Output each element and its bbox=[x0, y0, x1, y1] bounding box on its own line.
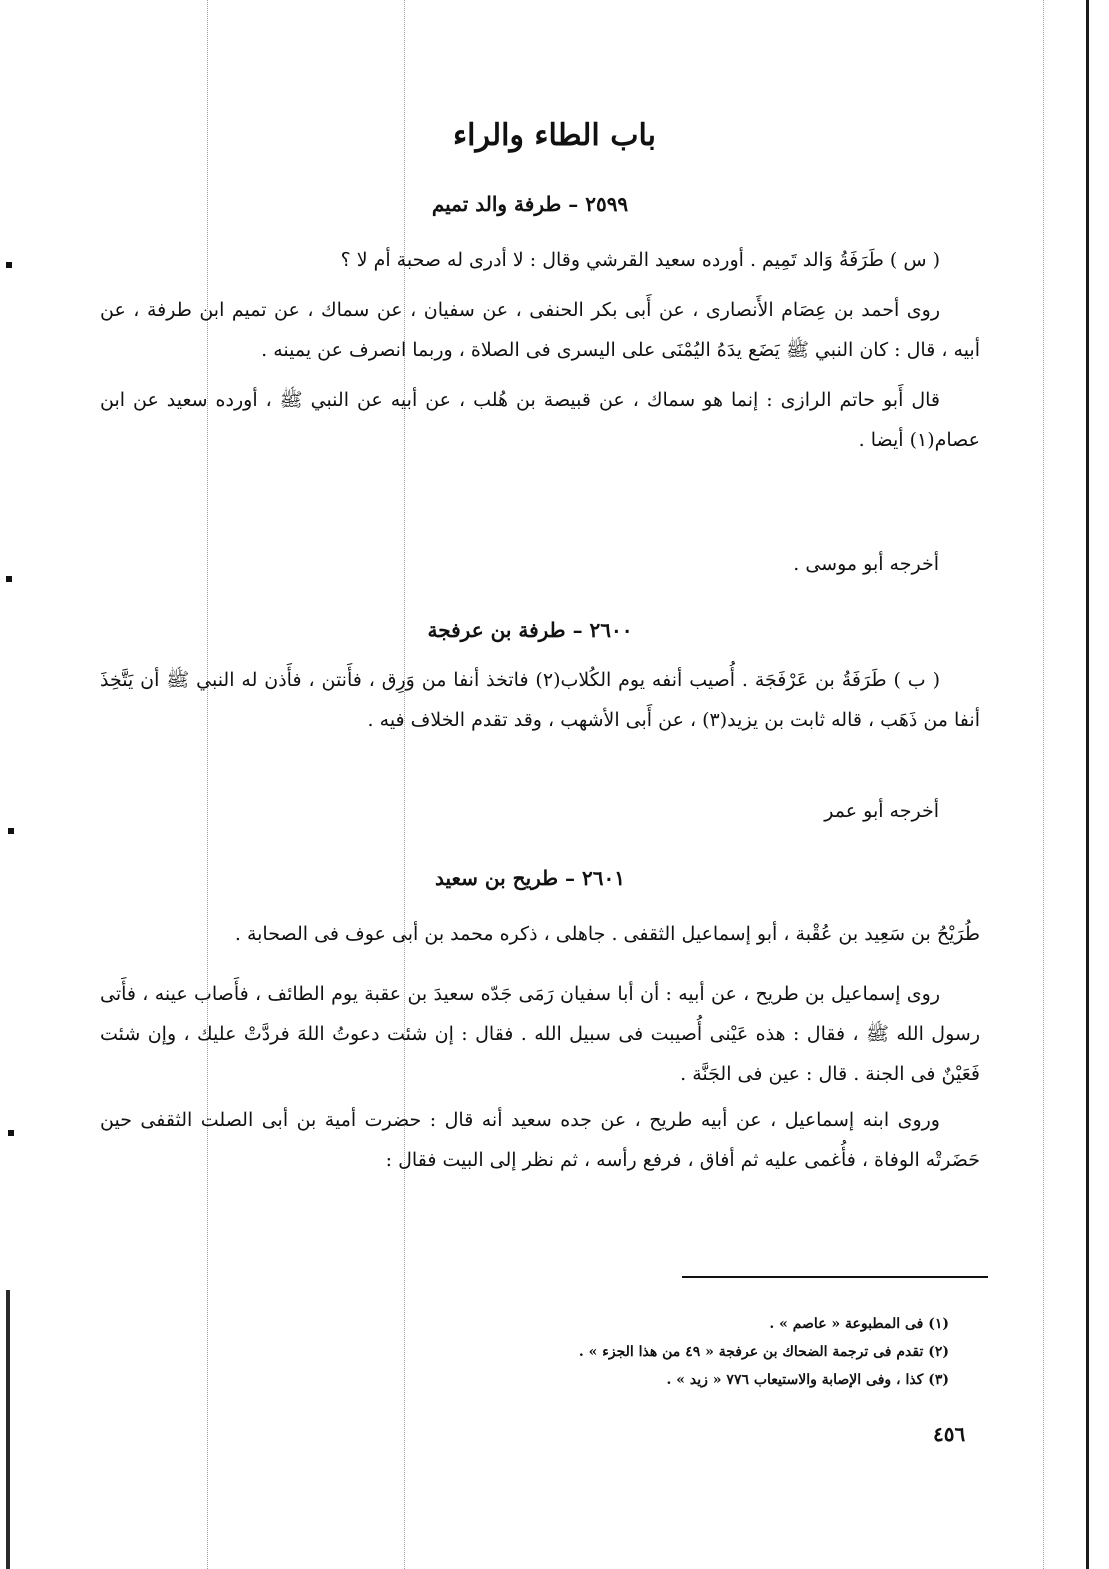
page-number: ٤٥٦ bbox=[933, 1422, 966, 1446]
attribution: أخرجه أبو موسى . bbox=[793, 553, 939, 575]
footnote: (١) فى المطبوعة « عاصم » . bbox=[769, 1316, 949, 1332]
entry-body bbox=[100, 914, 980, 1180]
scan-speck bbox=[6, 262, 12, 268]
paragraph: ( س ) طَرَفَةُ وَالد تَمِيم . أورده سعيد القرشي وقال : لا أدرى له صحبة أم لا ؟ bbox=[340, 249, 940, 271]
entry-body bbox=[100, 240, 980, 460]
attribution: أخرجه أبو عمر bbox=[824, 800, 939, 822]
scan-edge-right bbox=[1086, 0, 1089, 1569]
scan-speck bbox=[6, 576, 12, 582]
footnote: (٢) تقدم فى ترجمة الضحاك بن عرفجة « ٤٩ من هذا الجزء » . bbox=[578, 1344, 949, 1360]
scan-speck bbox=[8, 1130, 14, 1136]
entry-heading: ٢٦٠١ – طريح بن سعيد bbox=[435, 866, 625, 890]
paragraph: طُرَيْحُ بن سَعِيد بن عُقْبة ، أبو إسماعيل الثقفى . جاهلى ، ذكره محمد بن أبى عوف فى الصحابة . bbox=[234, 923, 980, 945]
paragraph: وروى ابنه إسماعيل ، عن أبيه طريح ، عن جده سعيد أنه قال : حضرت أمية بن أبى الصلت الثقفى حين حَضَرتْه الوفاة ، فأُغمى عليه ثم أفاق ، فرفع رأسه ، ثم نظر إلى البيت فقال : bbox=[100, 1109, 980, 1171]
paragraph: روى إسماعيل بن طريح ، عن أبيه : أن أبا سفيان رَمَى جَدّه سعيدَ بن عقبة يوم الطائف ، فأَصاب عينه ، فأَتى رسول الله ﷺ ، فقال : هذه عَيْنى أُصيبت فى سبيل الله . فقال : إن شئت دعوتُ اللهَ فردَّتْ عليك ، وإن شئت فَعَيْنٌ فى الجنة . قال : عين فى الجَنَّة . bbox=[100, 983, 980, 1085]
paragraph: قال أَبو حاتم الرازى : إنما هو سماك ، عن قبيصة بن هُلب ، عن أبيه عن النبي ﷺ ، أورده سعيد عن ابن عصام(١) أيضا . bbox=[100, 389, 980, 451]
footnote-separator bbox=[682, 1276, 988, 1278]
entry-heading: ٢٥٩٩ – طرفة والد تميم bbox=[431, 192, 629, 216]
footnotes bbox=[579, 1310, 949, 1394]
scan-edge-left bbox=[6, 1290, 10, 1569]
paragraph: ( ب ) طَرَفَةُ بن عَرْفَجَة . أُصيب أنفه يوم الكُلاب(٢) فاتخذ أنفا من وَرِق ، فأَنتن ، فأَذن له النبي ﷺ أن يَتَّخِذَ أنفا من ذَهَب ، قاله ثابت بن يزيد(٣) ، عن أَبى الأشهب ، وقد تقدم الخلاف فيه . bbox=[100, 669, 980, 731]
chapter-title: باب الطاء والراء bbox=[453, 118, 656, 153]
paragraph: روى أحمد بن عِصَام الأَنصارى ، عن أَبى بكر الحنفى ، عن سفيان ، عن سماك ، عن تميم ابن طرفة ، عن أبيه ، قال : كان النبي ﷺ يَضَع يدَهُ اليُمْنَى على اليسرى فى الصلاة ، وربما انصرف عن يمينه . bbox=[100, 299, 980, 361]
fold-line bbox=[207, 0, 208, 1569]
entry-body bbox=[100, 660, 980, 740]
entry-heading: ٢٦٠٠ – طرفة بن عرفجة bbox=[427, 618, 633, 642]
footnote: (٣) كذا ، وفى الإصابة والاستيعاب ٧٧٦ « زيد » . bbox=[666, 1372, 949, 1388]
fold-line bbox=[1043, 0, 1044, 1569]
fold-line bbox=[404, 0, 405, 1569]
scan-speck bbox=[8, 828, 14, 834]
